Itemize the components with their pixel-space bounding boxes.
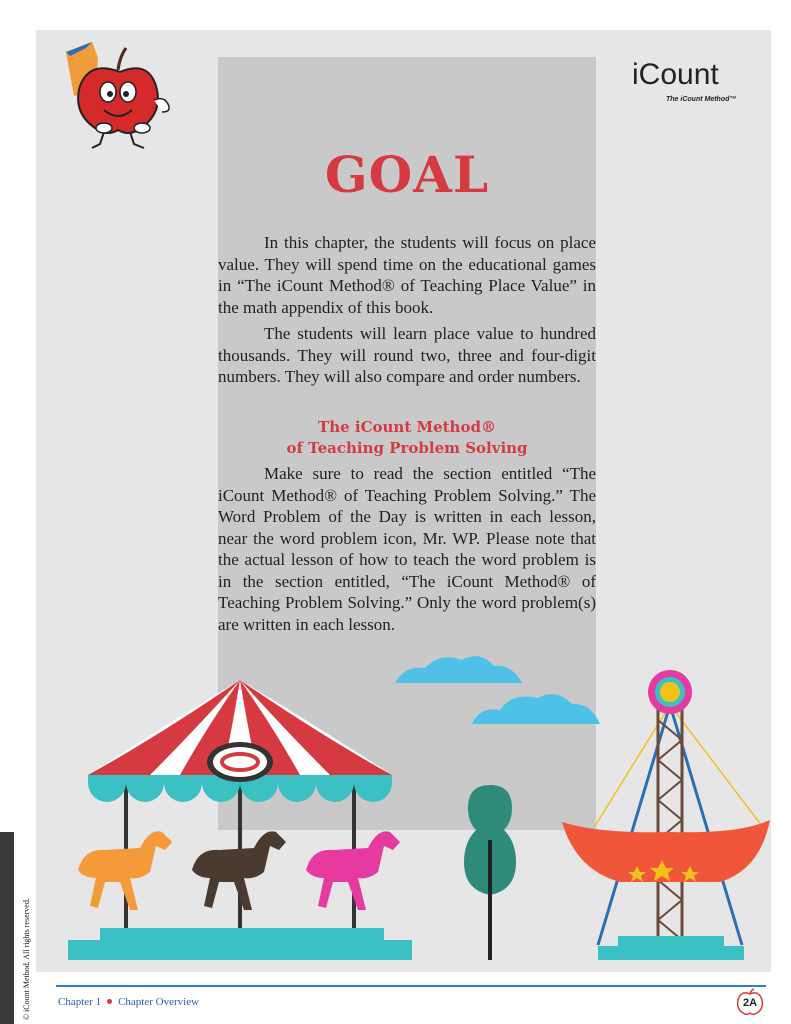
logo-wordmark: iCount <box>632 58 719 91</box>
footer-breadcrumb <box>58 996 199 1008</box>
footer-section: Chapter Overview <box>118 996 200 1008</box>
page-number-label: 2A <box>742 997 758 1009</box>
section-heading-line-1: The iCount Method® <box>318 418 496 436</box>
page-number <box>735 988 765 1016</box>
paragraph-1: In this chapter, the students will focus on place value. They will spend time on the educational games in “The iCount Method® of Teaching Place Value” in the math appendix of this book. <box>218 233 596 317</box>
footer-chapter: Chapter 1 <box>58 996 102 1008</box>
cloud-icon <box>395 656 600 724</box>
icount-logo <box>632 60 742 110</box>
footer-divider <box>56 985 766 987</box>
paragraph-3: Make sure to read the section entitled “The iCount Method® of Teaching Problem Solving.” The Word Problem of the Day is written in each lesson, near the word problem icon, Mr. WP. Please note that the actual lesson of how to teach the word problem is in the section entitled, “The iCount Method® of Teaching Problem Solving.” Only the word problem(s) are written in each lesson. <box>218 464 596 634</box>
bullet-icon <box>107 999 112 1004</box>
logo-tagline: The iCount Method™ <box>666 96 737 103</box>
carousel-illustration <box>68 680 412 960</box>
apple-mascot-icon <box>66 42 169 148</box>
paragraph-2: The students will learn place value to hundred thousands. They will round two, three and four-digit numbers. They will also compare and order numbers. <box>218 324 596 386</box>
page-title: GOAL <box>324 145 490 204</box>
section-heading <box>218 417 596 459</box>
copyright-notice: © iCount Method. All rights reserved. <box>22 898 31 1020</box>
side-tab <box>0 832 14 1024</box>
tree-illustration <box>464 785 516 960</box>
section-heading-line-2: of Teaching Problem Solving <box>286 439 528 457</box>
